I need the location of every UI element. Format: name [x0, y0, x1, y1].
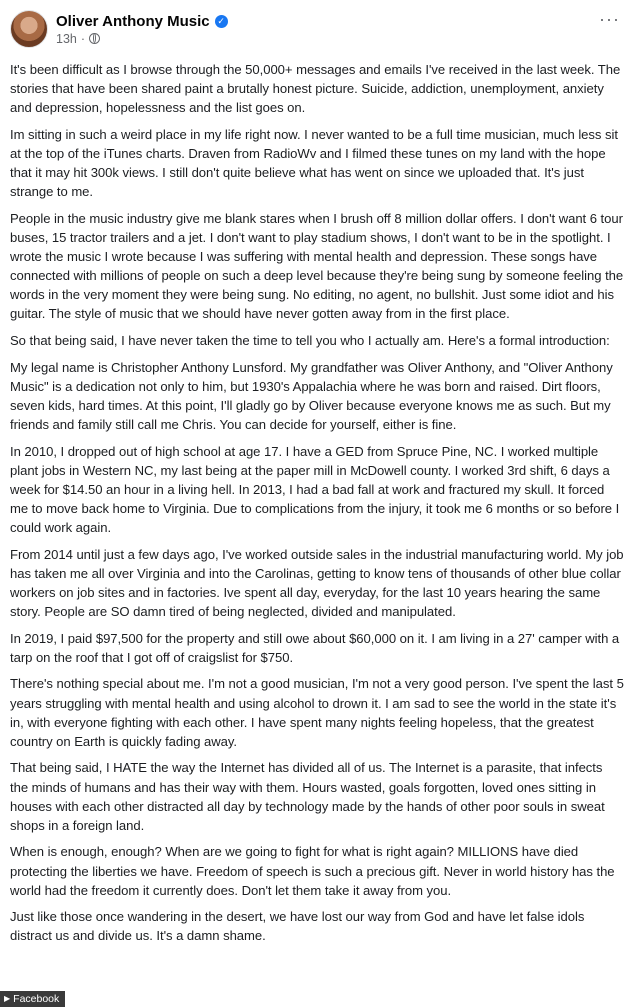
post-paragraph: That being said, I HATE the way the Internet has divided all of us. The Internet is a parasite, that infects the minds of humans and has their way with them. Hours wasted, goals forgotten, loved ones sitting in houses with each other distracted all day by technology made by the hands of other poor souls in sweat shops in a foreign land.: [10, 760, 605, 833]
separator-dot: ·: [80, 31, 86, 46]
post-paragraph: Just like those once wandering in the desert, we have lost our way from God and have let false idols distract us and divide us. It's a damn shame.: [10, 909, 585, 944]
author-row: [56, 13, 228, 30]
post-paragraph: Im sitting in such a weird place in my life right now. I never wanted to be a full time musician, much less sit at the top of the iTunes charts. Draven from RadioWv and I filmed these tunes on my land with the hope that it may hit 300k views. I still don't quite believe what has went on since we uploaded that. It's just strange to me.: [10, 126, 618, 200]
post-timestamp[interactable]: 13h: [56, 31, 77, 46]
source-label: Facebook: [13, 993, 60, 1005]
post-body: [10, 60, 624, 945]
triangle-icon: ▶: [4, 994, 11, 1003]
more-options-icon[interactable]: ···: [599, 9, 620, 29]
post-paragraph: It's been difficult as I browse through the 50,000+ messages and emails I've received in the last week. The stories that have been shared paint a brutally honest picture. Suicide, addiction, unemployment, anxiety and depression, hopelessness and the list goes on.: [10, 62, 621, 116]
post-paragraph: My legal name is Christopher Anthony Lunsford. My grandfather was Oliver Anthony, and "Oliver Anthony Music" is a dedication not only to him, but 1930's Appalachia where he was born and raised. Dirt floors, seven kids, hard times. At this point, I'll gladly go by Oliver because everyone knows me as such. But my friends and family still call me Chris. You can decide for yourself, either is fine.: [10, 359, 613, 432]
author-avatar[interactable]: [10, 10, 48, 48]
post-paragraph: When is enough, enough? When are we going to fight for what is right again? MILLIONS have died protecting the liberties we have. Freedom of speech is such a precious gift. Never in world history has the world had the freedom it currently does. Don't let them take it away from you.: [10, 844, 615, 898]
post-paragraph: So that being said, I have never taken the time to tell you who I actually am. Here's a formal introduction:: [10, 333, 610, 348]
post-paragraph: From 2014 until just a few days ago, I've worked outside sales in the industrial manufacturing world. My job has taken me all over Virginia and into the Carolinas, getting to know tens of thousands of other blue collar workers on job sites and in factories. Ive spent all day, everyday, for the last 10 years hearing the same story. People are SO damn tired of being neglected, divided and manipulated.: [10, 546, 624, 619]
author-name[interactable]: Oliver Anthony Music: [56, 12, 210, 30]
post-paragraph: In 2019, I paid $97,500 for the property and still owe about $60,000 on it. I am living in a 27' camper with a tarp on the roof that I got off of craigslist for $750.: [10, 630, 620, 665]
post-subline: [56, 32, 228, 46]
globe-icon[interactable]: [89, 33, 100, 44]
post-paragraph: There's nothing special about me. I'm not a good musician, I'm not a very good person. I've spent the last 5 years struggling with mental health and using alcohol to drown it. I am sad to see the world in the state it's in, with everyone fighting with each other. I have spent many nights feeling hopeless, that the greatest country on Earth is quickly fading away.: [10, 676, 624, 749]
post-meta: [56, 13, 228, 46]
verified-badge-icon: ✓: [215, 15, 228, 28]
post-paragraph: In 2010, I dropped out of high school at age 17. I have a GED from Spruce Pine, NC. I worked multiple plant jobs in Western NC, my last being at the paper mill in McDowell county. I worked 3rd shift, 6 days a week for $14.50 an hour in a living hell. In 2013, I had a bad fall at work and fractured my skull. It forced me to move back home to Virginia. Due to complications from the injury, it took me 6 months or so before I could work again.: [10, 443, 620, 536]
post-paragraph: People in the music industry give me blank stares when I brush off 8 million dollar offers. I don't want 6 tour buses, 15 tractor trailers and a jet. I don't want to play stadium shows, I don't want to be in the spotlight. I wrote the music I wrote because I was suffering with mental health and depression. These songs have connected with millions of people on such a deep level because they're being sung by someone feeling the words in the very moment they were being sung. No editing, no agent, no bullshit. Just some idiot and his guitar. The style of music that we should have never gotten away from in the first place.: [10, 210, 624, 322]
post-header: [10, 8, 624, 50]
source-caption: [0, 991, 65, 1007]
